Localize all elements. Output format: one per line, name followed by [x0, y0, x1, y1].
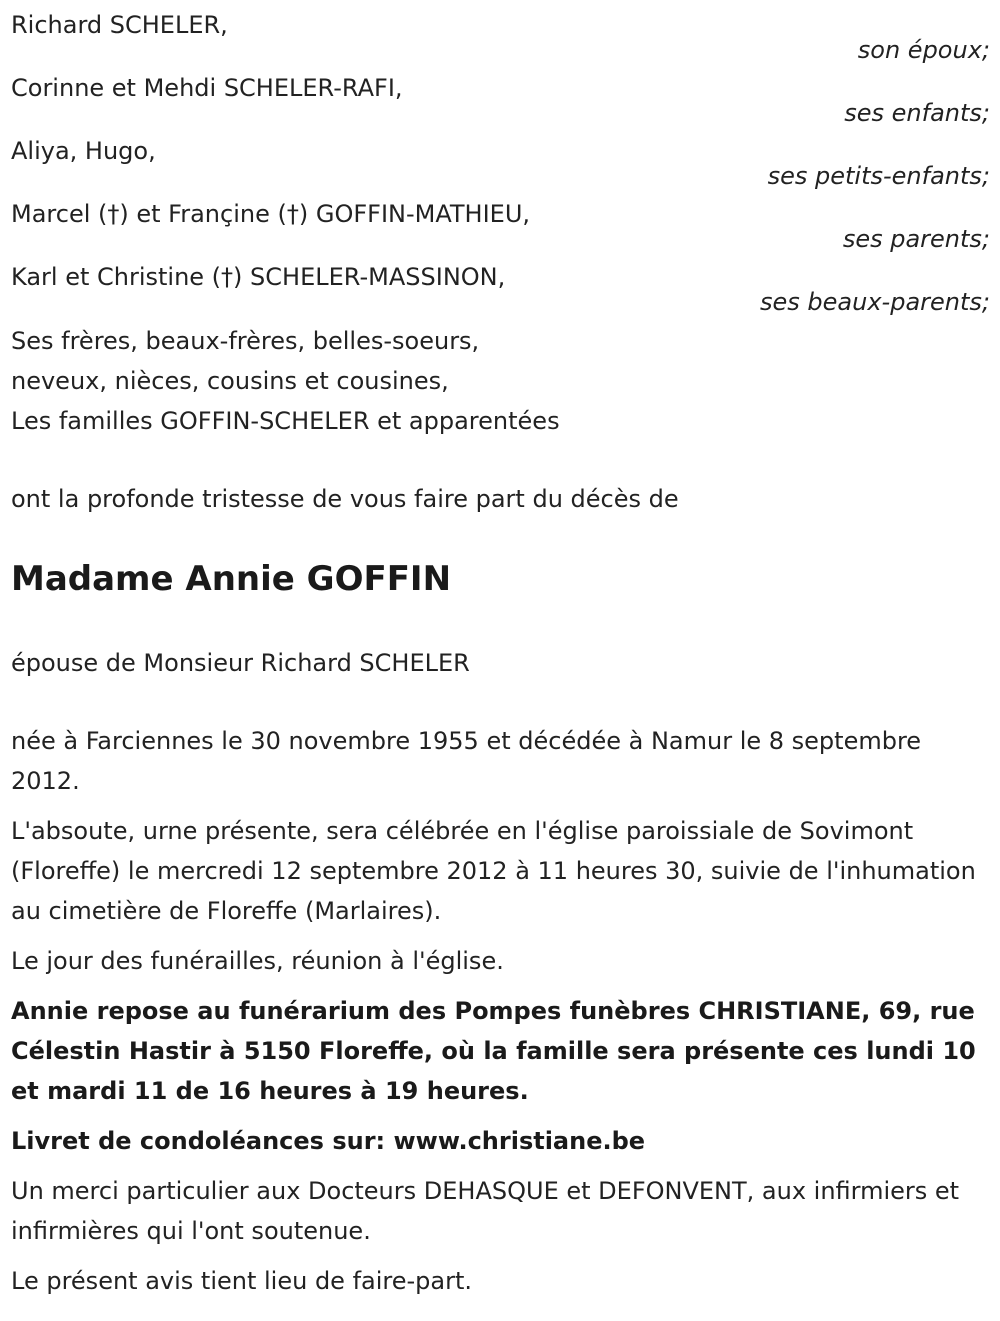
birth-death-info: née à Farciennes le 30 novembre 1955 et décédée à Namur le 8 septembre 2012.	[11, 727, 922, 795]
family-member-name: Richard SCHELER,	[11, 11, 228, 39]
family-member-name: Aliya, Hugo,	[11, 137, 156, 165]
ceremony-info: L'absoute, urne présente, sera célébrée en l'église paroissiale de Sovimont (Floreffe) le mercredi 12 septembre 2012 à 11 heures 30, suivie de l'inhumation au cimetière de Floreffe (Marlaires).	[11, 817, 976, 925]
announcement-intro: ont la profonde tristesse de vous faire part du décès de	[11, 485, 679, 513]
family-entry-parents	[11, 189, 990, 252]
family-entry-spouse	[11, 0, 990, 63]
family-relation: ses enfants;	[844, 99, 990, 127]
reunion-info: Le jour des funérailles, réunion à l'église.	[11, 947, 504, 975]
condolences-link[interactable]: Livret de condoléances sur: www.christiane.be	[11, 1127, 646, 1155]
extended-family-line: Ses frères, beaux-frères, belles-soeurs,	[11, 327, 480, 355]
deceased-name: Madame Annie GOFFIN	[11, 559, 452, 599]
family-member-name: Marcel (†) et Françine (†) GOFFIN-MATHIEU,	[11, 200, 531, 228]
extended-family-line: Les familles GOFFIN-SCHELER et apparentées	[11, 407, 560, 435]
extended-family-line: neveux, nièces, cousins et cousines,	[11, 367, 449, 395]
closing-note: Le présent avis tient lieu de faire-part.	[11, 1267, 473, 1295]
thanks-note: Un merci particulier aux Docteurs DEHASQUE et DEFONVENT, aux infirmiers et infirmières qui l'ont soutenue.	[11, 1177, 960, 1245]
family-entry-children	[11, 63, 990, 126]
family-relation: son époux;	[857, 36, 990, 64]
family-relation: ses parents;	[842, 225, 990, 253]
family-member-name: Karl et Christine (†) SCHELER-MASSINON,	[11, 263, 506, 291]
family-relation: ses petits-enfants;	[767, 162, 990, 190]
family-entry-grandchildren	[11, 126, 990, 189]
family-relation: ses beaux-parents;	[760, 288, 990, 316]
funerarium-info: Annie repose au funérarium des Pompes funèbres CHRISTIANE, 69, rue Célestin Hastir à 5150 Floreffe, où la famille sera présente ces lundi 10 et mardi 11 de 16 heures à 19 heures.	[11, 997, 976, 1105]
family-entry-parents-in-law	[11, 252, 990, 315]
spouse-line: épouse de Monsieur Richard SCHELER	[11, 649, 470, 677]
extended-family	[11, 321, 990, 441]
family-member-name: Corinne et Mehdi SCHELER-RAFI,	[11, 74, 403, 102]
